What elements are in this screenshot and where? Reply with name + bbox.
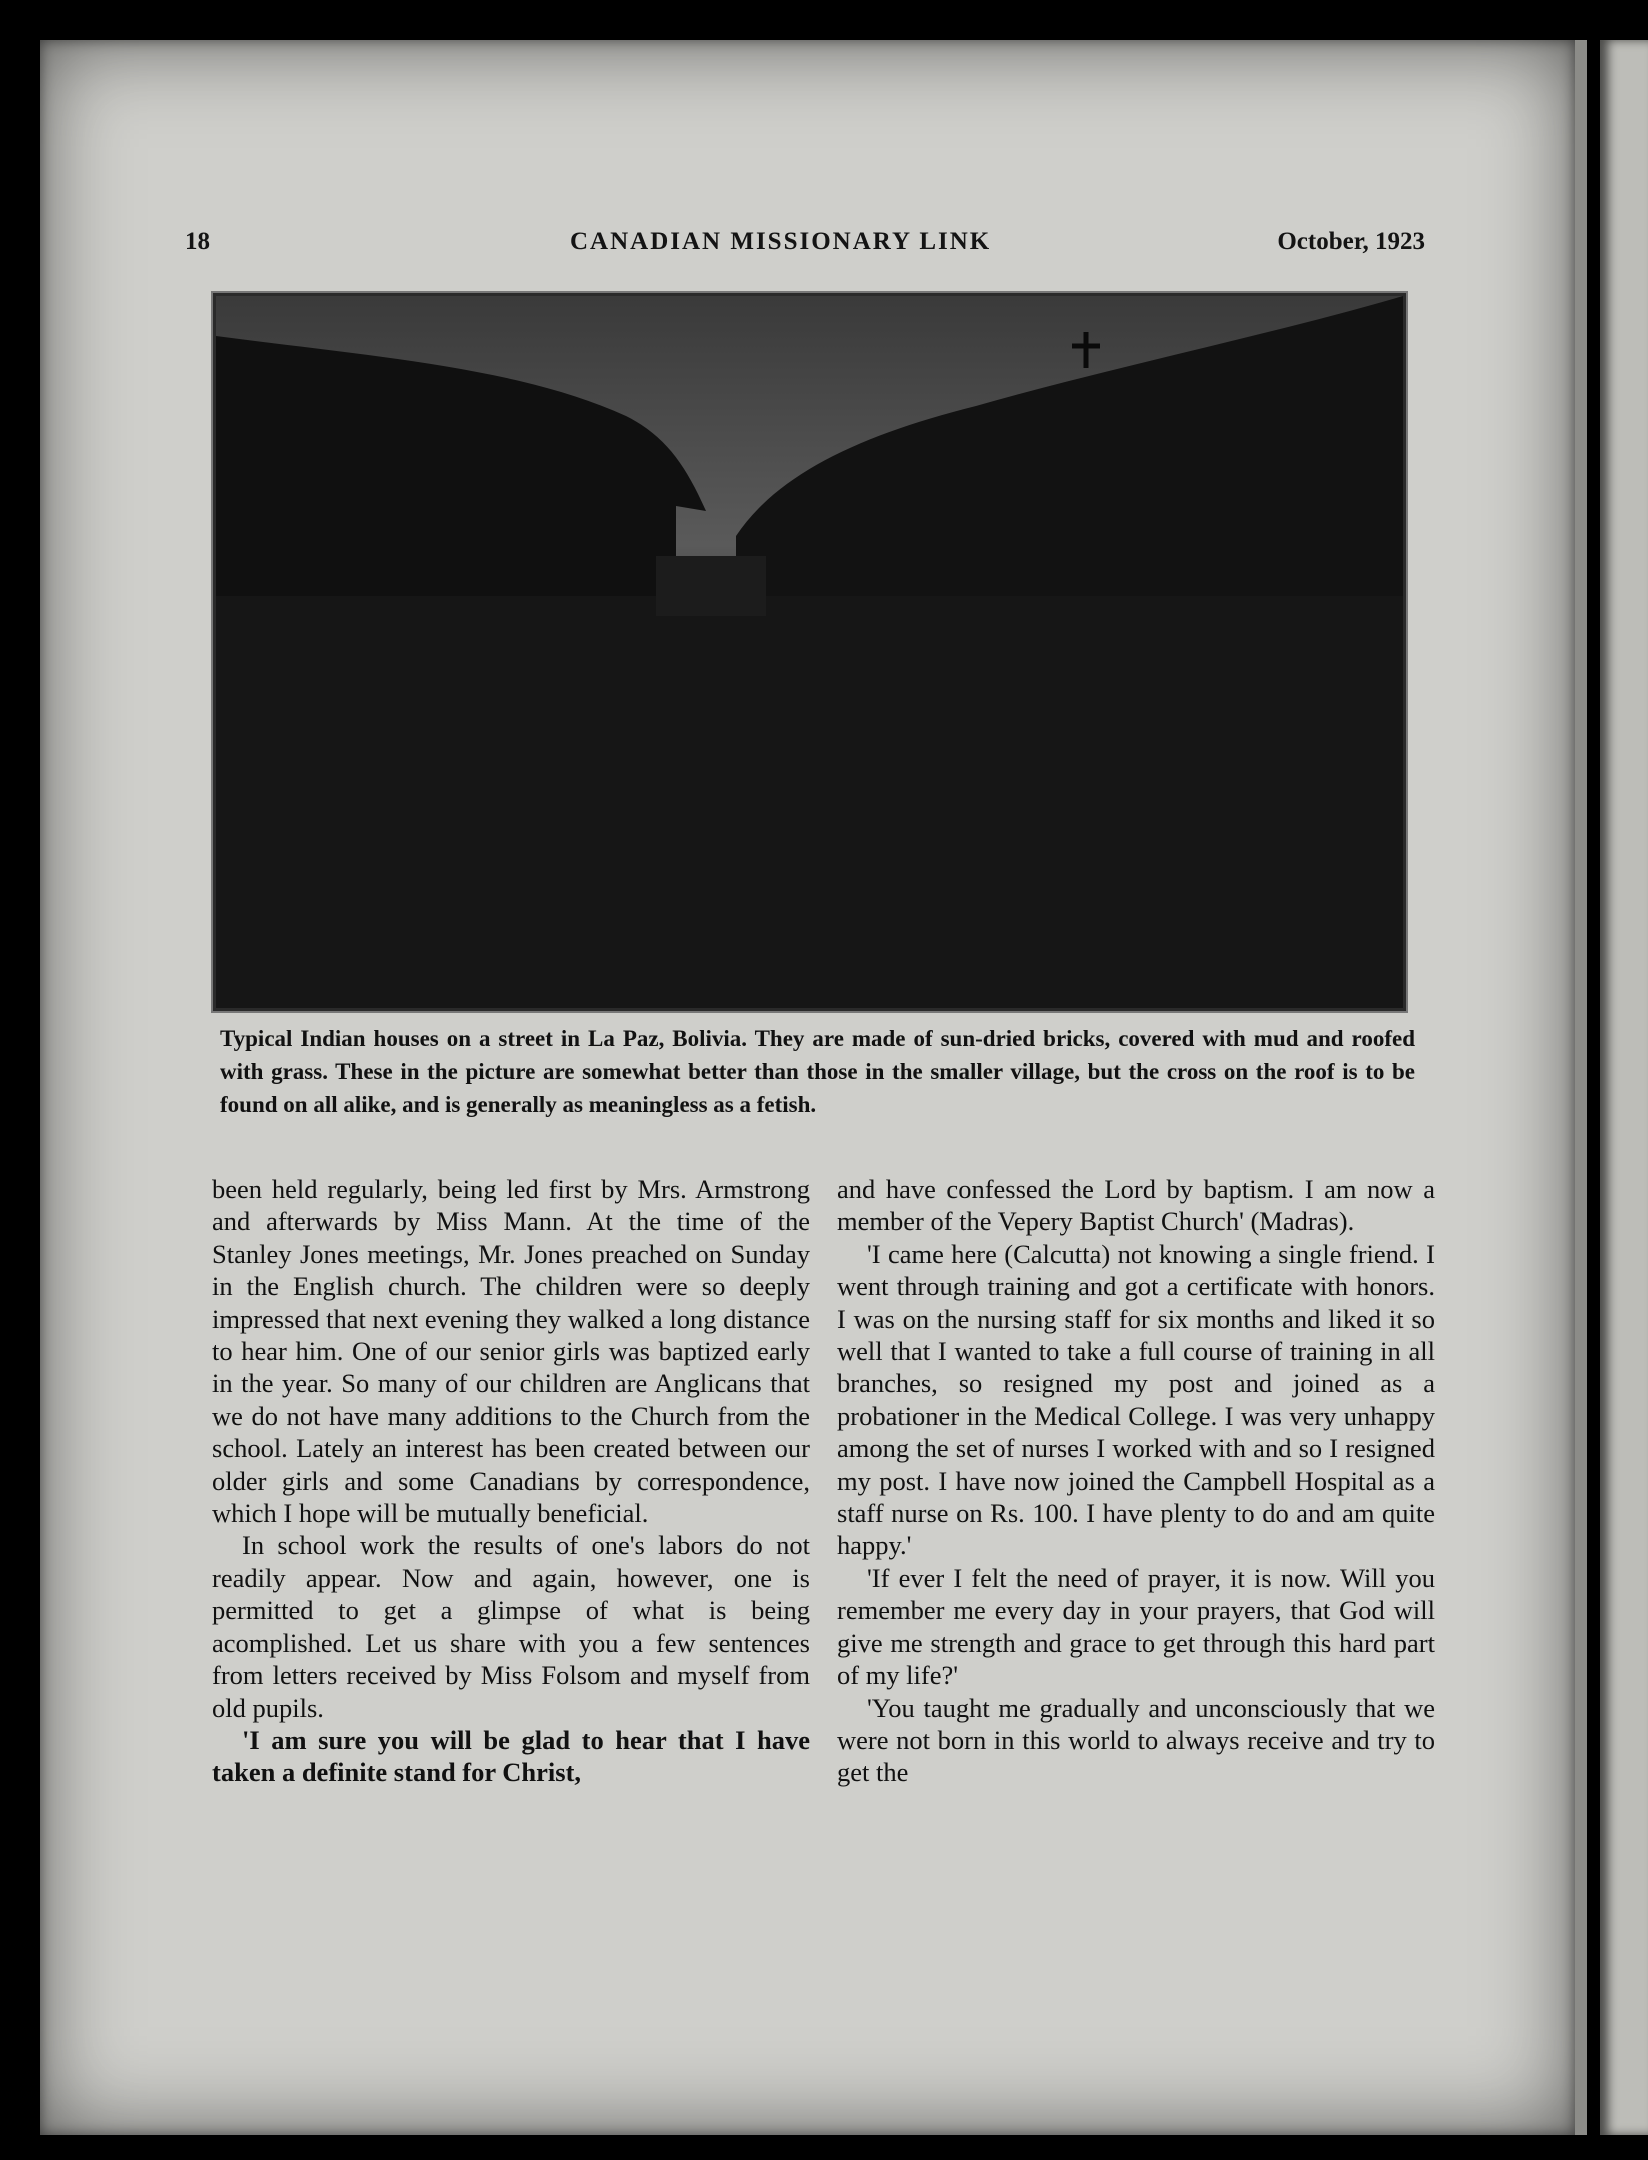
adjacent-page-edge xyxy=(1600,40,1648,2135)
paragraph: 'I came here (Calcutta) not knowing a single friend. I went through training and got a certificate with honors. I was on the nursing staff for six months and liked it so well that I wanted to take a full course of training in all branches, so resigned my post and joined as a probationer in the Medical College. I was very unhappy among the set of nurses I worked with and so I resigned my post. I have now joined the Campbell Hospital as a staff nurse on Rs. 100. I have plenty to do and am quite happy.' xyxy=(837,1238,1435,1561)
right-column xyxy=(837,1173,1435,1789)
photograph xyxy=(213,293,1406,1011)
left-column xyxy=(212,1173,810,1789)
page-edge xyxy=(1575,40,1587,2135)
paragraph: been held regularly, being led first by Mrs. Armstrong and afterwards by Miss Mann. At the time of the Stanley Jones meetings, Mr. Jones preached on Sunday in the English church. The children were so deeply impressed that next evening they walked a long distance to hear him. One of our senior girls was baptized early in the year. So many of our children are Anglicans that we do not have many additions to the Church from the school. Lately an interest has been created between our older girls and some Canadians by correspondence, which I hope will be mutually beneficial. xyxy=(212,1174,810,1529)
paragraph: and have confessed the Lord by baptism. I am now a member of the Vepery Baptist Church' (Madras). xyxy=(837,1174,1435,1237)
issue-date: October, 1923 xyxy=(1277,228,1425,255)
magazine-title: CANADIAN MISSIONARY LINK xyxy=(570,228,992,255)
paragraph: 'If ever I felt the need of prayer, it is now. Will you remember me every day in your prayers, that God will give me strength and grace to get through this hard part of my life?' xyxy=(837,1562,1435,1691)
photograph-houses-with-cross-icon xyxy=(216,296,1403,1008)
running-header xyxy=(185,228,1425,268)
paragraph-bold: 'I am sure you will be glad to hear that I have taken a definite stand for Christ, xyxy=(212,1724,810,1788)
paragraph: 'You taught me gradually and unconsciously that we were not born in this world to always receive and try to get the xyxy=(837,1692,1435,1788)
page-number: 18 xyxy=(185,228,210,255)
photo-caption: Typical Indian houses on a street in La Paz, Bolivia. They are made of sun-dried bricks, covered with mud and roofed with grass. These in the picture are somewhat better than those in the smaller village, but the cross on the roof is to be found on all alike, and is generally as meaningless as a fetish. xyxy=(220,1026,1415,1117)
paragraph: In school work the results of one's labors do not readily appear. Now and again, however, one is permitted to get a glimpse of what is being acomplished. Let us share with you a few sentences from letters received by Miss Folsom and myself from old pupils. xyxy=(212,1530,810,1723)
